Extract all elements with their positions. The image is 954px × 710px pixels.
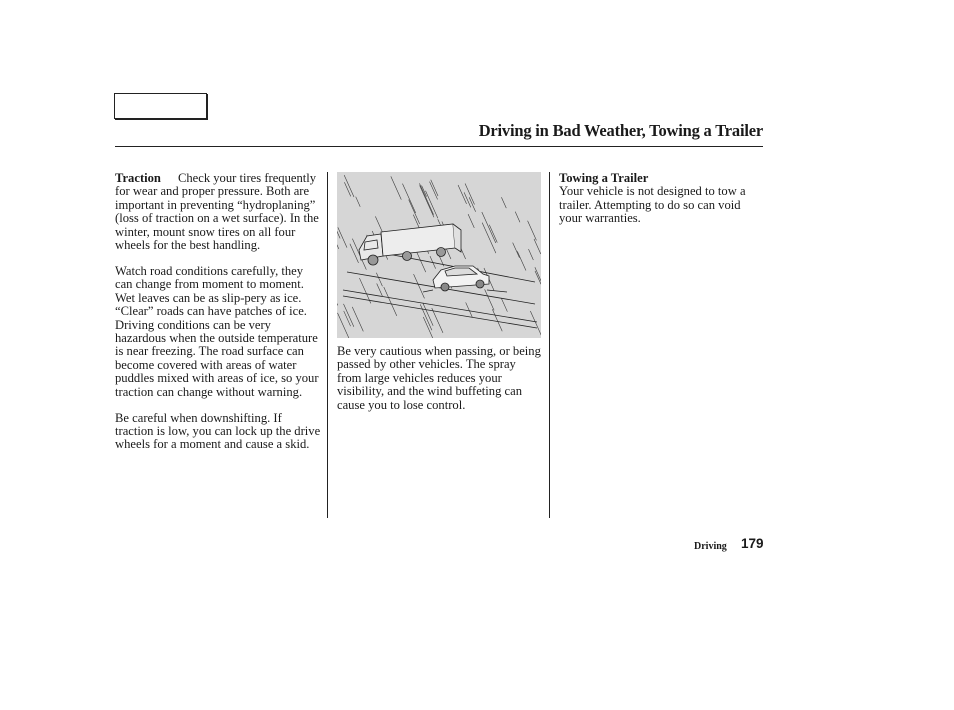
illustration-caption: Be very cautious when passing, or being passed by other vehicles. The spray from large vehicles reduces your visibility, and the wind buffeting can cause you to lose control. — [337, 344, 541, 412]
page-title: Driving in Bad Weather, Towing a Trailer — [478, 121, 763, 140]
column-divider-right — [549, 172, 550, 518]
road-conditions-paragraph: Watch road conditions carefully, they can change from moment to moment. Wet leaves can be as slip-pery as ice. “Clear” roads can have patches of ice. Driving conditions can be very hazardous when the outside temperature is near freezing. The road surface can become covered with areas of water puddles mixed with areas of ice, so your traction can change without warning. — [115, 263, 319, 399]
rain-driving-illustration — [337, 172, 541, 338]
title-rule — [115, 146, 763, 147]
traction-heading: Traction — [115, 171, 161, 185]
column-divider-left — [327, 172, 328, 518]
middle-column — [337, 345, 543, 425]
towing-heading: Towing a Trailer — [559, 171, 649, 185]
downshifting-paragraph: Be careful when downshifting. If traction is low, you can lock up the drive wheels for a moment and cause a skid. — [115, 410, 321, 452]
towing-paragraph: Your vehicle is not designed to tow a trailer. Attempting to do so can void your warranties. — [559, 184, 746, 226]
footer-section-name: Driving — [694, 541, 727, 552]
truck-and-car-in-rain-drawing — [337, 172, 541, 338]
traction-text: Check your tires frequently for wear and proper pressure. Both are important in preventing “hydroplaning” (loss of traction on a wet surface). In the winter, mount snow tires on all four wheels for the best handling. — [115, 171, 319, 253]
page-number: 179 — [741, 536, 764, 551]
section-tab-box — [114, 93, 207, 119]
traction-paragraph — [115, 172, 322, 252]
left-column — [115, 172, 322, 464]
right-column — [559, 172, 764, 238]
